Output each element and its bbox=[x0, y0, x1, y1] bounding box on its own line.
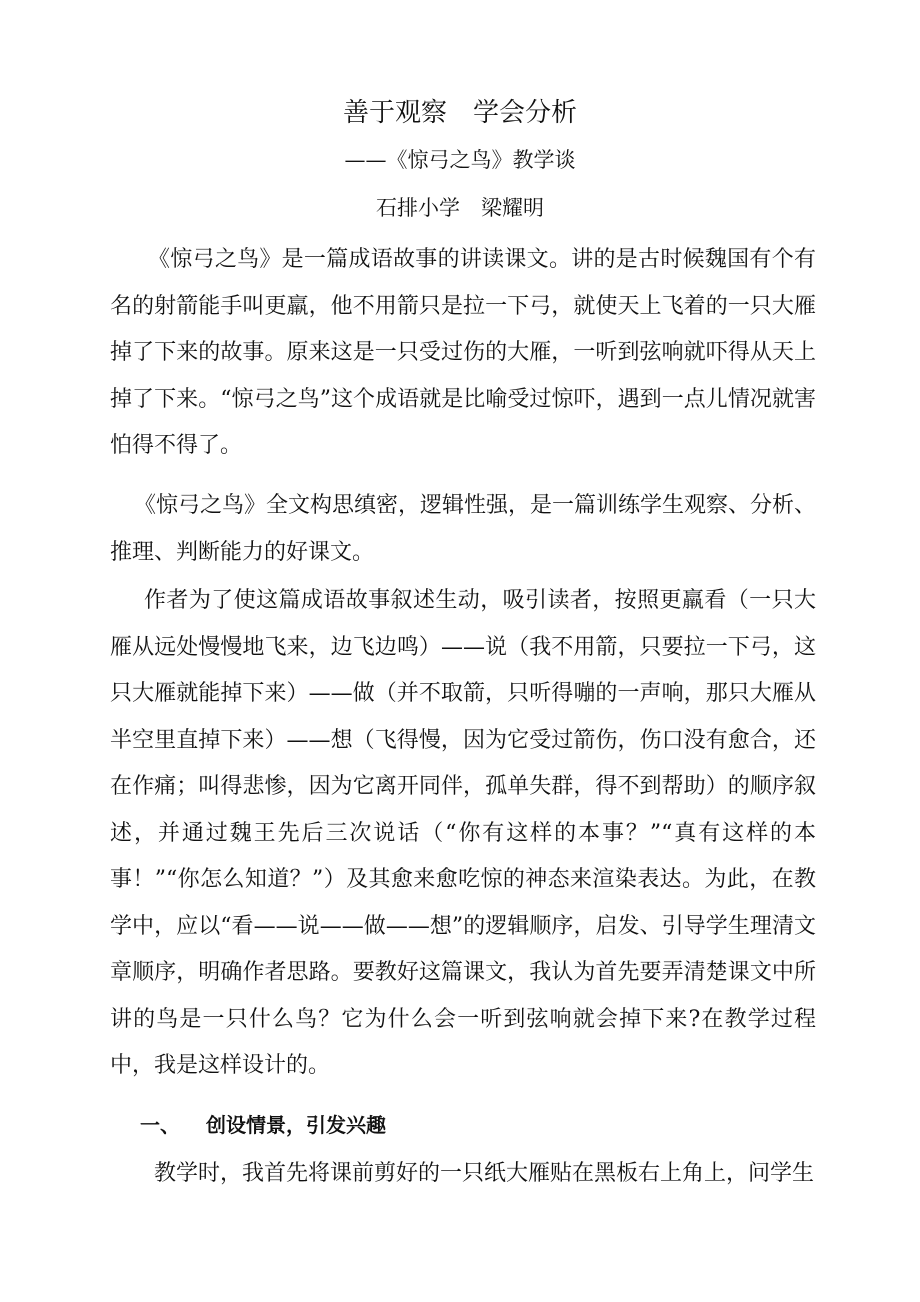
document-author: 石排小学 梁耀明 bbox=[376, 196, 544, 220]
section-title: 创设情景，引发兴趣 bbox=[206, 1113, 386, 1137]
paragraph-analysis: 作者为了使这篇成语故事叙述生动，吸引读者，按照更羸看（一只大雁从远处慢慢地飞来，边飞边鸣）——说（我不用箭，只要拉一下弓，这只大雁就能掉下来）——做（并不取箭，只听得嘣的一声响，那只大雁从半空里直掉下来）——想（飞得慢，因为它受过箭伤，伤口没有愈合，还在作痛；叫得悲惨，因为它离开同伴，孤单失群，得不到帮助）的顺序叙述，并通过魏王先后三次说话（“你有这样的本事？”“真有这样的本事！”“你怎么知道？”）及其愈来愈吃惊的神态来渲染表达。为此，在教学中，应以“看——说——做——想”的逻辑顺序，启发、引导学生理清文章顺序，明确作者思路。要教好这篇课文，我认为首先要弄清楚课文中所讲的鸟是一只什么鸟？它为什么会一听到弦响就会掉下来?在教学过程中，我是这样设计的。 bbox=[110, 588, 816, 1078]
section-heading bbox=[140, 1105, 386, 1145]
paragraph-summary: 《惊弓之鸟》全文构思缜密，逻辑性强，是一篇训练学生观察、分析、推理、判断能力的好课文。 bbox=[110, 493, 817, 565]
section-number: 一、 bbox=[140, 1113, 180, 1137]
paragraph-section-body: 教学时，我首先将课前剪好的一只纸大雁贴在黑板右上角上，问学生 bbox=[154, 1161, 815, 1186]
document-title: 善于观察 学会分析 bbox=[342, 98, 577, 128]
document-subtitle: ——《惊弓之鸟》教学谈 bbox=[344, 148, 576, 172]
paragraph-intro: 《惊弓之鸟》是一篇成语故事的讲读课文。讲的是古时候魏国有个有名的射箭能手叫更羸，他不用箭只是拉一下弓，就使天上飞着的一只大雁掉了下来的故事。原来这是一只受过伤的大雁，一听到弦响就吓得从天上掉了下来。“惊弓之鸟”这个成语就是比喻受过惊吓，遇到一点儿情况就害怕得不得了。 bbox=[110, 247, 816, 458]
